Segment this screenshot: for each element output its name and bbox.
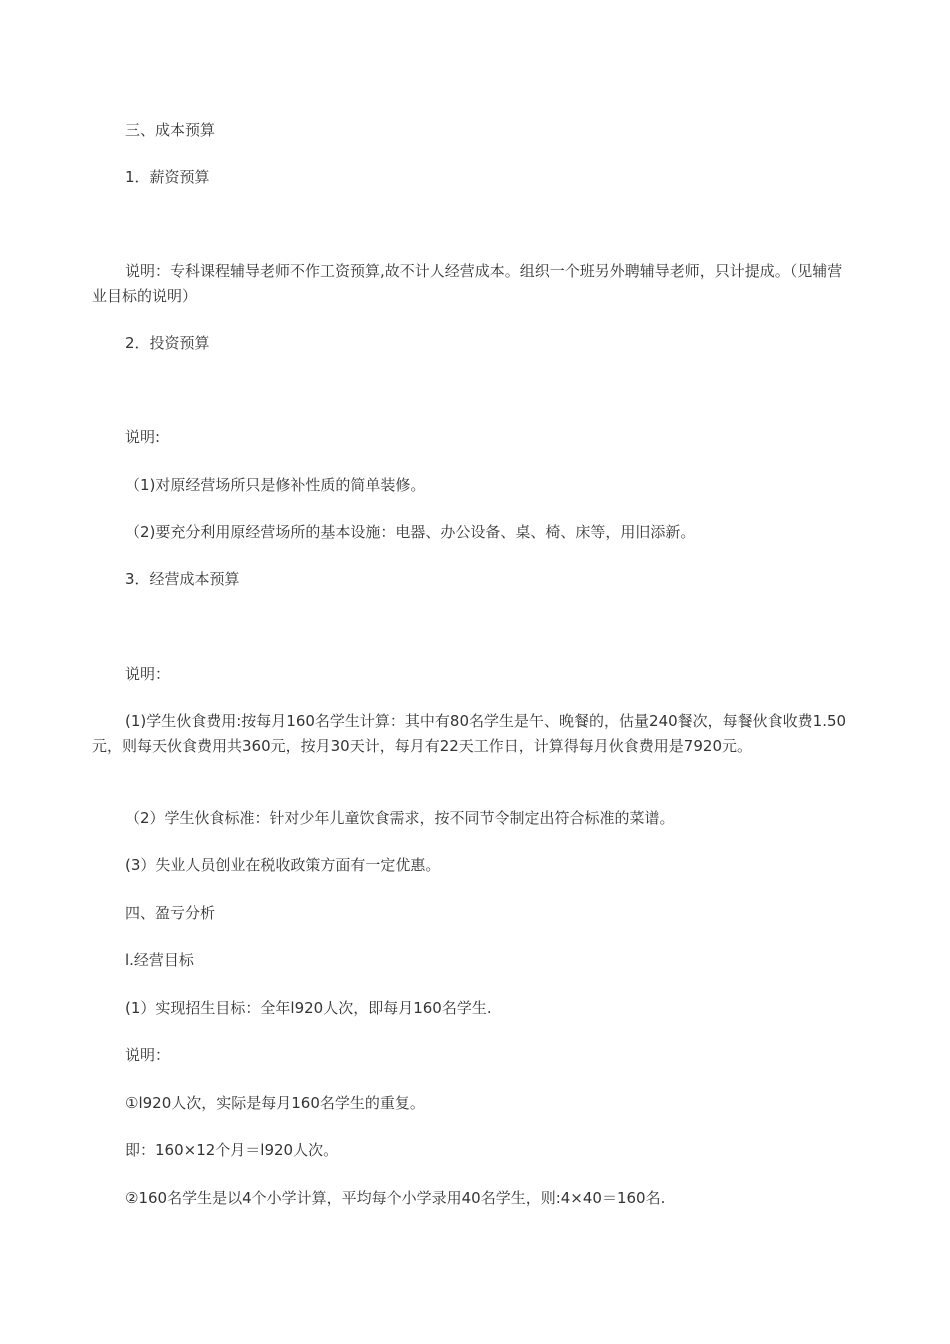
section-heading-profit-analysis: 四、盈亏分析 — [125, 904, 216, 922]
section-heading-cost-budget: 三、成本预算 — [125, 121, 216, 139]
paragraph-note-label-3: 说明： — [125, 1046, 171, 1064]
paragraph-tax-policy: (3）失业人员创业在税收政策方面有一定优惠。 — [125, 856, 441, 874]
paragraph-enrollment-note-2: ②160名学生是以4个小学计算，平均每个小学录用40名学生，则:4×40＝160名. — [125, 1189, 666, 1207]
subheading-operating-cost-budget: 3．经营成本预算 — [125, 570, 240, 588]
paragraph-enrollment-note-1: ①l920人次，实际是每月160名学生的重复。 — [125, 1094, 425, 1112]
paragraph-meal-cost: (1)学生伙食费用:按每月160名学生计算：其中有80名学生是午、晚餐的，估量240餐次，每餐伙食收费1.50元，则每天伙食费用共360元，按月30天计，每月有22天工作日，计算得每月伙食费用是7920元。 — [92, 712, 847, 755]
paragraph-note-label-2: 说明： — [125, 665, 171, 683]
subheading-investment-budget: 2．投资预算 — [125, 334, 210, 352]
paragraph-enrollment-calc: 即：160×12个月＝l920人次。 — [125, 1141, 339, 1159]
paragraph-salary-note: 说明：专科课程辅导老师不作工资预算,故不计人经营成本。组织一个班另外聘辅导老师，只计提成。（见辅营业目标的说明） — [92, 262, 843, 305]
paragraph-note-label: 说明: — [125, 428, 161, 446]
paragraph-facilities-note: （2)要充分利用原经营场所的基本设施：电器、办公设备、桌、椅、床等，用旧添新。 — [125, 523, 696, 541]
paragraph-renovation-note: （1)对原经营场所只是修补性质的简单装修。 — [125, 476, 426, 494]
paragraph-meal-standard: （2）学生伙食标准：针对少年儿童饮食需求，按不同节令制定出符合标准的菜谱。 — [125, 809, 675, 827]
subheading-business-goals: l.经营目标 — [125, 951, 194, 969]
paragraph-enrollment-goal: (1）实现招生目标：全年l920人次，即每月160名学生. — [125, 999, 492, 1017]
subheading-salary-budget: 1．薪资预算 — [125, 168, 210, 186]
